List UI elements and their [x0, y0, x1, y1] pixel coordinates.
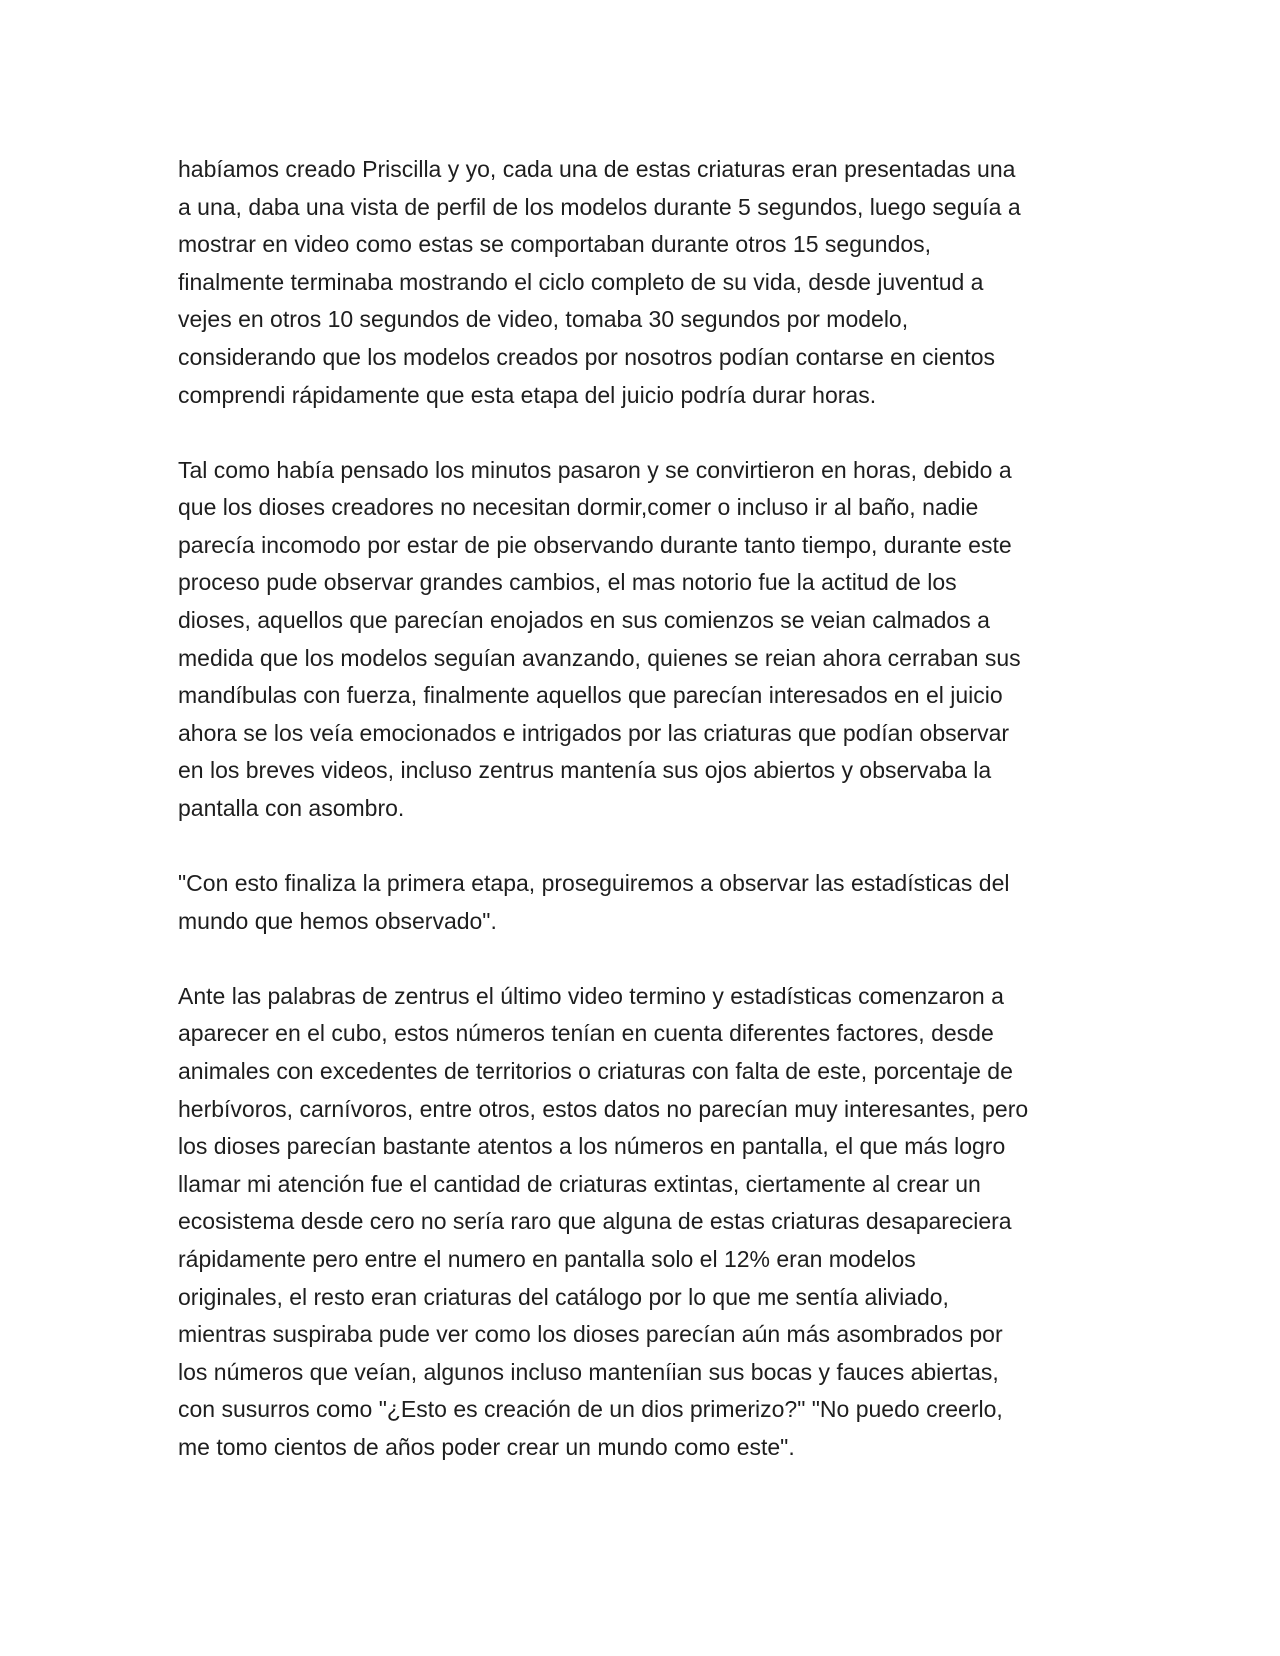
paragraph-4: Ante las palabras de zentrus el último video termino y estadísticas comenzaron a aparecer en el cubo, estos números tenían en cuenta diferentes factores, desde animales con excedentes de territorios o criaturas con falta de este, porcentaje de herbívoros, carnívoros, entre otros, estos datos no parecían muy interesantes, pero los dioses parecían bastante atentos a los números en pantalla, el que más logro llamar mi atención fue el cantidad de criaturas extintas, ciertamente al crear un ecosistema desde cero no sería raro que alguna de estas criaturas desapareciera rápidamente pero entre el numero en pantalla solo el 12% eran modelos originales, el resto eran criaturas del catálogo por lo que me sentía aliviado, mientras suspiraba pude ver como los dioses parecían aún más asombrados por los números que veían, algunos incluso manteníian sus bocas y fauces abiertas, con susurros como "¿Esto es creación de un dios primerizo?" "No puedo creerlo, me tomo cientos de años poder crear un mundo como este".: [178, 982, 1029, 1460]
paragraph-2: Tal como había pensado los minutos pasaron y se convirtieron en horas, debido a que los dioses creadores no necesitan dormir,comer o incluso ir al baño, nadie parecía incomodo por estar de pie observando durante tanto tiempo, durante este proceso pude observar grandes cambios, el mas notorio fue la actitud de los dioses, aquellos que parecían enojados en sus comienzos se veian calmados a medida que los modelos seguían avanzando, quienes se reian ahora cerraban sus mandíbulas con fuerza, finalmente aquellos que parecían interesados en el juicio ahora se los veía emocionados e intrigados por las criaturas que podían observar en los breves videos, incluso zentrus mantenía sus ojos abiertos y observaba la pantalla con asombro.: [178, 456, 1021, 821]
document-body: [178, 151, 1118, 1504]
paragraph-1: habíamos creado Priscilla y yo, cada una de estas criaturas eran presentadas una a una, daba una vista de perfil de los modelos durante 5 segundos, luego seguía a mostrar en video como estas se comportaban durante otros 15 segundos, finalmente terminaba mostrando el ciclo completo de su vida, desde juventud a vejes en otros 10 segundos de video, tomaba 30 segundos por modelo, considerando que los modelos creados por nosotros podían contarse en cientos comprendi rápidamente que esta etapa del juicio podría durar horas.: [178, 156, 1021, 408]
paragraph-3: "Con esto finaliza la primera etapa, proseguiremos a observar las estadísticas del mundo que hemos observado".: [178, 870, 1010, 934]
